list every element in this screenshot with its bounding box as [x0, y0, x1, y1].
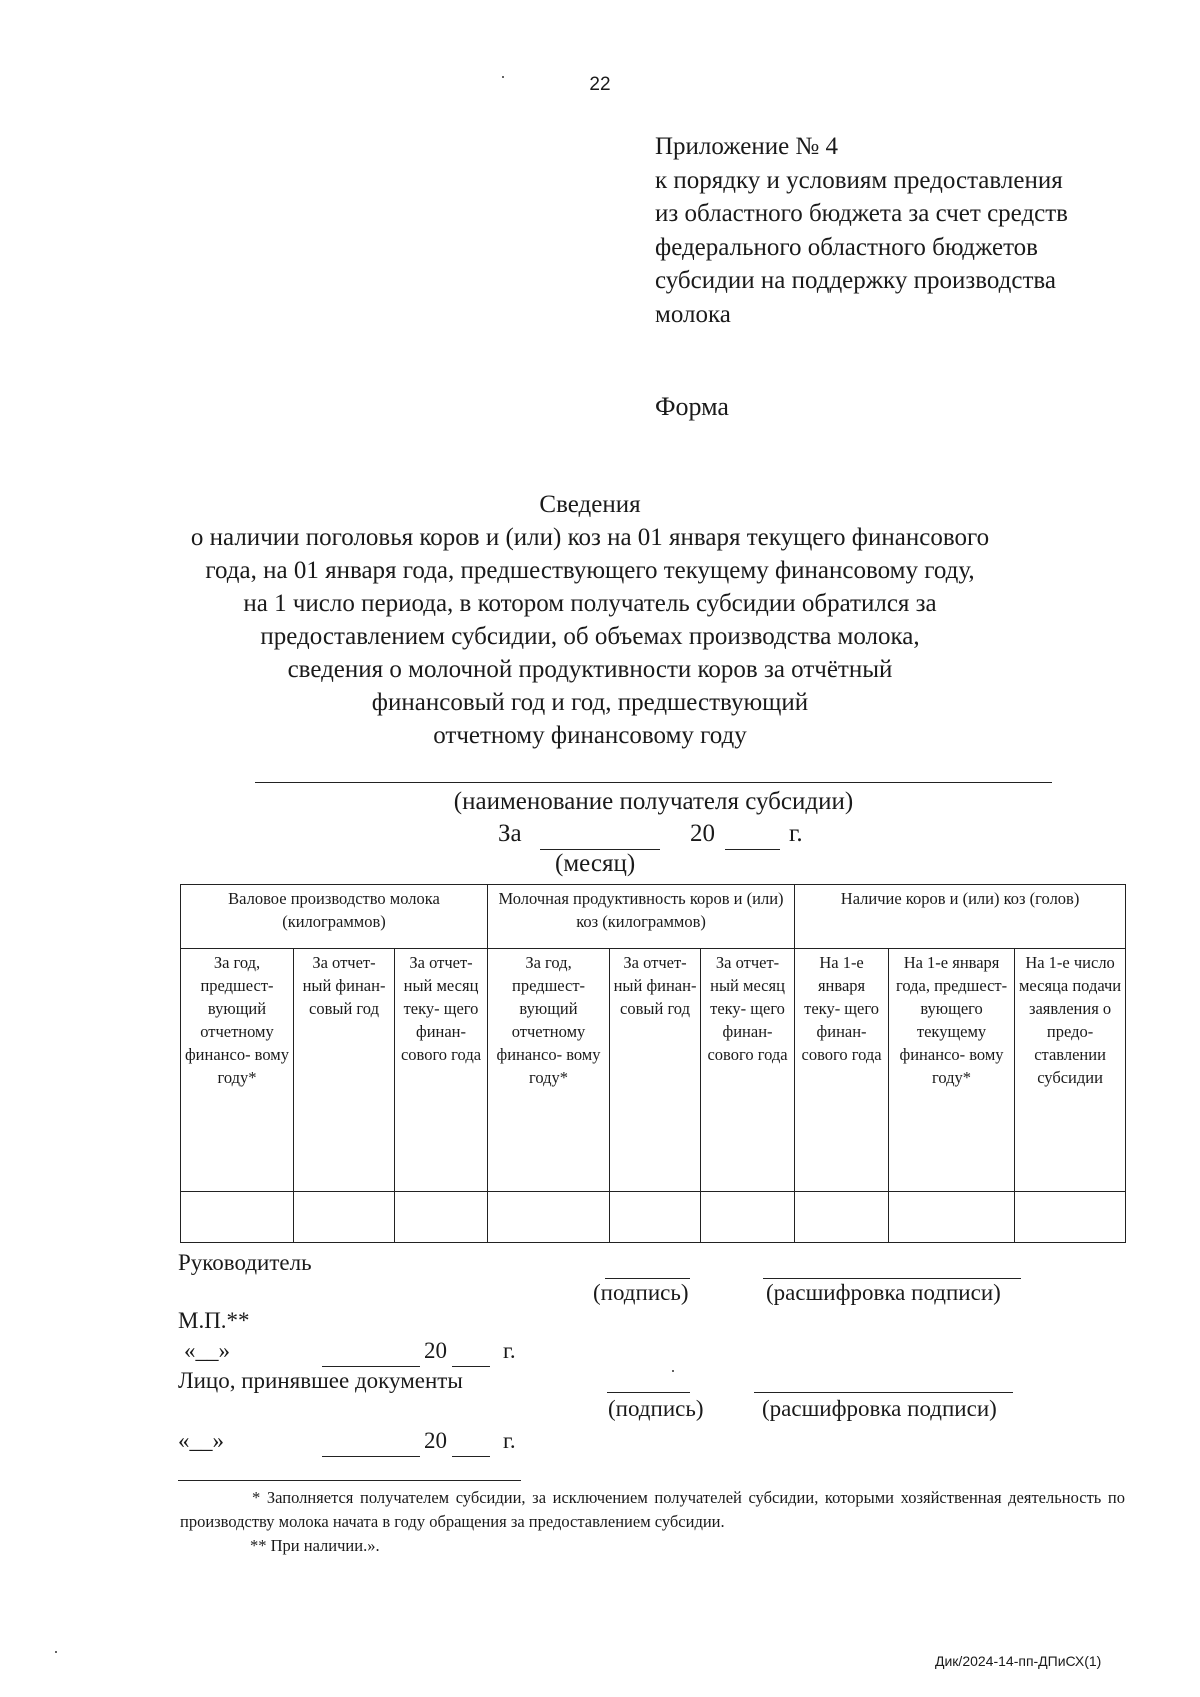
table-cell[interactable]: [701, 1192, 795, 1243]
column-header-row: [181, 949, 1126, 1192]
receiver-signature-caption: (подпись): [608, 1396, 704, 1421]
group-header: Молочная продуктивность коров и (или) коз (килограммов): [488, 885, 795, 949]
column-header: На 1-е января года, предшест- вующего текущему финансо- вому году*: [889, 949, 1015, 1192]
receiver-signature-line[interactable]: [607, 1392, 690, 1393]
receiver-label: Лицо, принявшее документы: [178, 1368, 463, 1393]
document-code: Дик/2024-14-пп-ДПиСХ(1): [935, 1653, 1102, 1669]
column-header: За отчет- ный финан- совый год: [294, 949, 395, 1192]
scan-speck: [672, 1370, 674, 1372]
column-header: За отчет- ный месяц теку- щего финан- сового года: [701, 949, 795, 1192]
heading-line: отчетному финансовому году: [433, 722, 747, 749]
heading-title: Сведения: [539, 491, 641, 518]
head-label: Руководитель: [178, 1250, 312, 1275]
receiver-date-year-line[interactable]: [452, 1456, 490, 1457]
stamp-label: М.П.**: [178, 1308, 250, 1333]
document-heading: [130, 488, 1050, 752]
year-blank: [725, 849, 780, 850]
appendix-line: молока: [655, 300, 731, 328]
heading-line: предоставлением субсидии, об объемах производства молока,: [260, 623, 920, 650]
receiver-date-day: «__»: [178, 1428, 224, 1453]
receiver-date-year: 20: [424, 1428, 447, 1453]
appendix-block: [655, 130, 1068, 331]
period-year-prefix: 20: [690, 820, 715, 847]
table-cell[interactable]: [889, 1192, 1015, 1243]
table-cell[interactable]: [181, 1192, 294, 1243]
month-caption: (месяц): [555, 850, 636, 877]
heading-line: о наличии поголовья коров и (или) коз на 01 января текущего финансового: [190, 524, 990, 551]
head-date-day: «__»: [184, 1338, 230, 1363]
receiver-decode-line[interactable]: [754, 1392, 1013, 1393]
group-header: Валовое производство молока (килограммов): [181, 885, 488, 949]
table-cell[interactable]: [488, 1192, 610, 1243]
column-header: За год, предшест- вующий отчетному финансо- вому году*: [181, 949, 294, 1192]
heading-line: финансовый год и год, предшествующий: [371, 689, 809, 716]
column-header: На 1-е января теку- щего финан- сового года: [795, 949, 889, 1192]
column-header: За отчет- ный финан- совый год: [610, 949, 701, 1192]
recipient-name-line: [255, 782, 1052, 783]
column-header: За отчет- ный месяц теку- щего финан- сового года: [395, 949, 488, 1192]
head-decode-line[interactable]: [763, 1278, 1021, 1279]
appendix-line: к порядку и условиям предоставления: [655, 166, 1063, 194]
head-signature-caption: (подпись): [593, 1280, 689, 1305]
scan-speck: [502, 76, 504, 78]
table-cell[interactable]: [1015, 1192, 1126, 1243]
head-date-year-line[interactable]: [452, 1366, 490, 1367]
appendix-line: из областного бюджета за счет средств: [655, 200, 1068, 227]
footnote-separator: [178, 1480, 521, 1481]
head-decode-caption: (расшифровка подписи): [766, 1280, 1001, 1305]
table-cell[interactable]: [795, 1192, 889, 1243]
footnote-2: ** При наличии.».: [250, 1536, 380, 1555]
head-date-suffix: г.: [503, 1338, 516, 1363]
recipient-caption: (наименование получателя субсидии): [453, 788, 854, 815]
appendix-line: субсидии на поддержку производства: [655, 267, 1056, 294]
column-header: На 1-е число месяца подачи заявления о предо- ставлении субсидии: [1015, 949, 1126, 1192]
table-cell[interactable]: [294, 1192, 395, 1243]
period-year-suffix: г.: [789, 820, 803, 847]
table-cell[interactable]: [610, 1192, 701, 1243]
appendix-title: Приложение № 4: [655, 133, 839, 160]
group-header-row: [181, 885, 1126, 949]
receiver-decode-caption: (расшифровка подписи): [762, 1396, 997, 1421]
group-header: Наличие коров и (или) коз (голов): [795, 885, 1126, 949]
period-za: За: [498, 820, 522, 847]
appendix-line: федерального областного бюджетов: [655, 233, 1038, 261]
head-date-year: 20: [424, 1338, 447, 1363]
scan-speck: [55, 1651, 57, 1653]
page-number: 22: [589, 74, 611, 95]
table-cell[interactable]: [395, 1192, 488, 1243]
heading-line: года, на 01 января года, предшествующего текущему финансовому году,: [205, 557, 975, 584]
column-header: За год, предшест- вующий отчетному финансо- вому году*: [488, 949, 610, 1192]
receiver-date-month-line[interactable]: [322, 1456, 420, 1457]
head-signature-line[interactable]: [605, 1278, 690, 1279]
table-row: [181, 1192, 1126, 1243]
head-date-month-line[interactable]: [322, 1366, 420, 1367]
data-table: [180, 884, 1126, 1243]
receiver-date-suffix: г.: [503, 1428, 516, 1453]
heading-line: сведения о молочной продуктивности коров за отчётный: [287, 656, 893, 683]
heading-line: на 1 число периода, в котором получатель субсидии обратился за: [243, 590, 937, 617]
footnote-1: * Заполняется получателем субсидии, за исключением получателей субсидии, которыми хозяйственная деятельность по производству молока начата в году обращения за предоставлением субсидии.: [180, 1488, 1125, 1531]
form-label: Форма: [655, 392, 729, 421]
